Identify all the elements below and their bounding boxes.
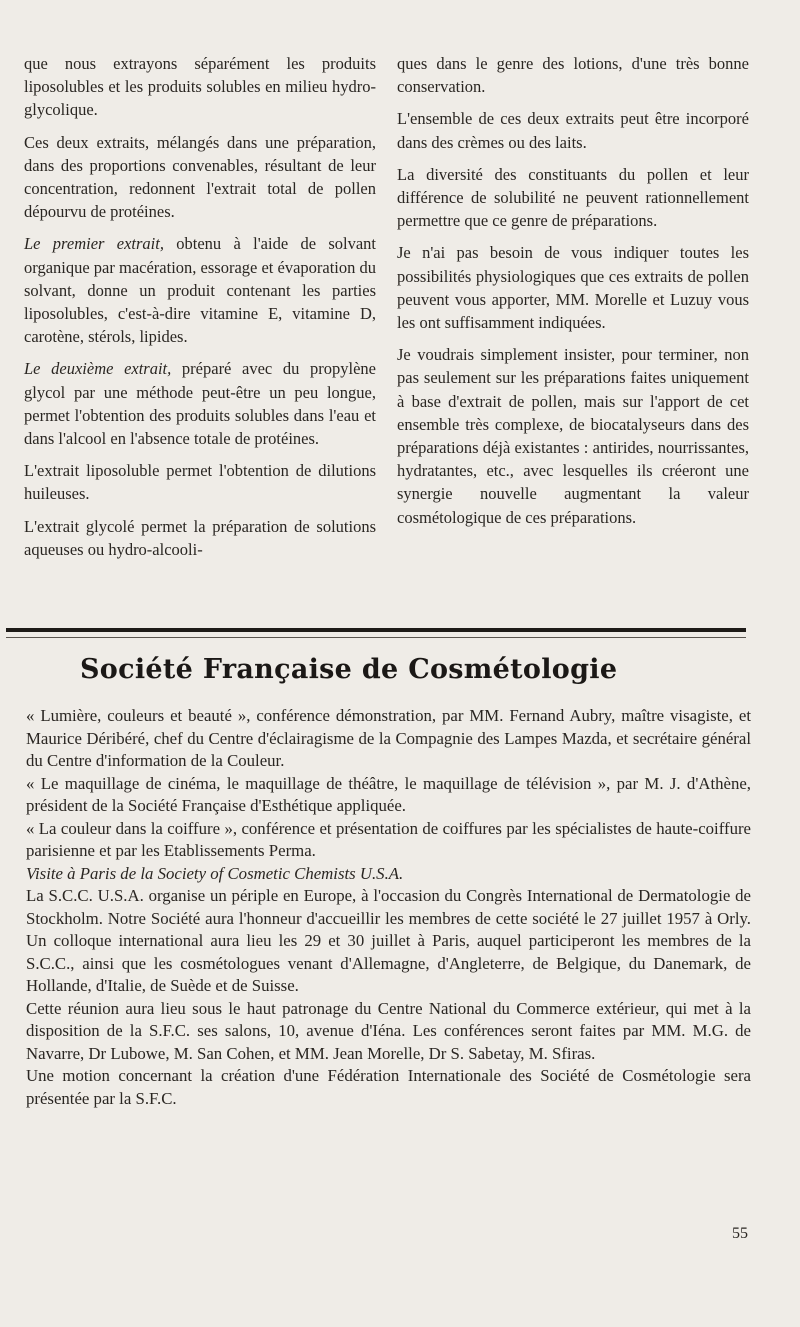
- paragraph: La S.C.C. U.S.A. organise un périple en Europe, à l'occasion du Congrès International de Dermatologie de Stockholm. Notre Société aura l'honneur d'accueillir les membres de cette société le 27 juillet 1957 à Orly. Un colloque international aura lieu les 29 et 30 juillet à Paris, auquel participeront les membres de la S.C.C., ainsi que les cosmétologues venant d'Allemagne, d'Angleterre, de Belgique, du Danemark, de Hollande, d'Italie, de Suède et de Suisse.: [26, 886, 751, 995]
- paragraph-lead: Le premier extrait,: [24, 234, 164, 254]
- paragraph: L'extrait liposoluble permet l'obtention de dilutions huileuses.: [24, 461, 376, 504]
- paragraph: Une motion concernant la création d'une Fédération Internationale des Société de Cosmétologie sera présentée par la S.F.C.: [26, 1066, 751, 1108]
- subheading: Visite à Paris de la Society of Cosmetic Chemists U.S.A.: [26, 863, 404, 883]
- paragraph: ques dans le genre des lotions, d'une très bonne conservation.: [397, 54, 749, 97]
- left-column: [24, 52, 376, 561]
- paragraph: « Le maquillage de cinéma, le maquillage de théâtre, le maquillage de télévision », par M. J. d'Athène, président de la Société Française d'Esthétique appliquée.: [26, 773, 751, 815]
- paragraph: Je voudrais simplement insister, pour terminer, non pas seulement sur les préparations faites uniquement à base d'extrait de pollen, mais sur l'apport de cet ensemble très complexe, de biocatalyseurs dans des préparations déjà existantes : antirides, nourrissantes, hydratantes, etc., avec lesquelles ils créeront une synergie nouvelle augmentant la valeur cosmétologique de ces préparations.: [397, 345, 749, 527]
- paragraph: « La couleur dans la coiffure », conférence et présentation de coiffures par les spécialistes de haute-coiffure parisienne et par les Etablissements Perma.: [26, 818, 751, 860]
- paragraph: que nous extrayons séparément les produits liposolubles et les produits solubles en milieu hydro-glycolique.: [24, 54, 376, 120]
- paragraph: « Lumière, couleurs et beauté », conférence démonstration, par MM. Fernand Aubry, maître visagiste, et Maurice Déribéré, chef du Centre d'éclairagisme de la Compagnie des Lampes Mazda, et secrétaire général du Centre d'information de la Couleur.: [26, 706, 751, 770]
- paragraph: Le deuxième extrait, préparé avec du propylène glycol par une méthode peut-être un peu longue, permet l'obtention des produits solubles dans l'eau et dans l'alcool en l'absence totale de protéines.: [24, 359, 376, 449]
- page-number: 55: [732, 1225, 748, 1242]
- right-column: [397, 52, 749, 529]
- paragraph: L'ensemble de ces deux extraits peut être incorporé dans des crèmes ou des laits.: [397, 109, 749, 152]
- paragraph: Cette réunion aura lieu sous le haut patronage du Centre National du Commerce extérieur, qui met à la disposition de la S.F.C. ses salons, 10, avenue d'Iéna. Les conférences seront faites par MM. M.G. de Navarre, Dr Lubowe, M. San Cohen, et MM. Jean Morelle, Dr S. Sabetay, M. Sfiras.: [26, 998, 751, 1063]
- section-heading: Société Française de Cosmétologie: [80, 654, 618, 685]
- paragraph-lead: Le deuxième extrait,: [24, 359, 172, 379]
- paragraph: La diversité des constituants du pollen et leur différence de solubilité ne peuvent rationnellement permettre que ce genre de préparations.: [397, 164, 749, 231]
- paragraph: Je n'ai pas besoin de vous indiquer toutes les possibilités physiologiques que ces extraits de pollen peuvent vous apporter, MM. Morelle et Luzuy vous les ont suffisamment indiquées.: [397, 243, 749, 333]
- section-divider-thick: [6, 628, 746, 632]
- bottom-section: [26, 705, 751, 1110]
- paragraph: Ces deux extraits, mélangés dans une préparation, dans des proportions convenables, résultant de leur concentration, redonnent l'extrait total de pollen dépourvu de protéines.: [24, 132, 376, 222]
- paragraph: Le premier extrait, obtenu à l'aide de solvant organique par macération, essorage et évaporation du solvant, donne un produit contenant les parties liposolubles, c'est-à-dire vitamine E, vitamine D, carotène, stérols, lipides.: [24, 234, 377, 347]
- paragraph: L'extrait glycolé permet la préparation de solutions aqueuses ou hydro-alcooli-: [24, 516, 376, 559]
- section-divider-thin: [6, 637, 746, 638]
